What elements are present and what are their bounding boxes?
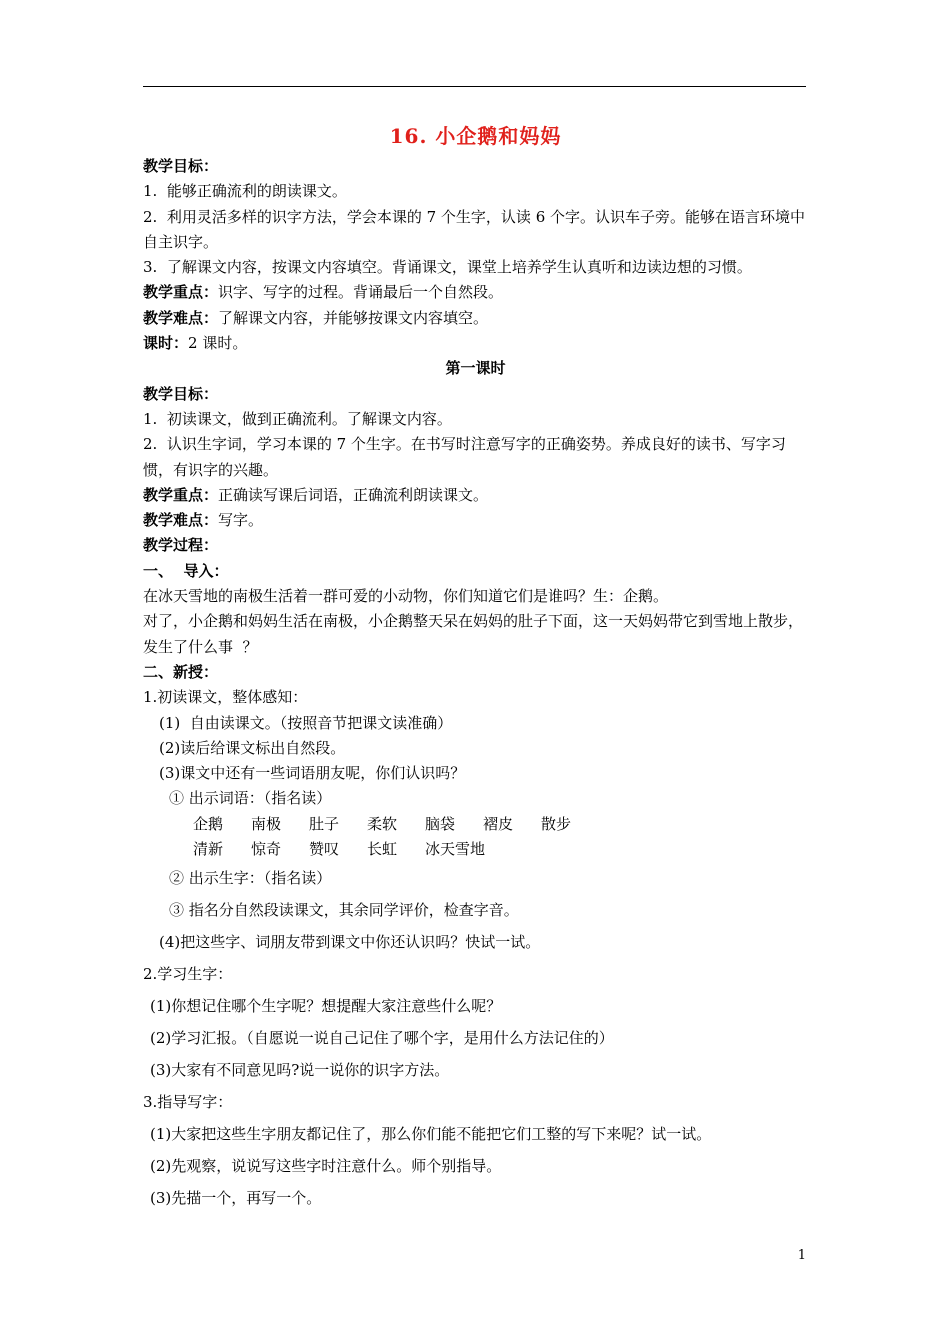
word: 脑袋 [425, 814, 456, 833]
step-heading: 1.初读课文，整体感知： [143, 688, 308, 707]
step-item: (2)学习汇报。（自愿说一说自己记住了哪个字，是用什么方法记住的） [150, 1029, 614, 1048]
process-heading: 教学过程： [143, 536, 219, 555]
step-item: (1)大家把这些生字朋友都记住了，那么你们能不能把它们工整的写下来呢？试一试。 [150, 1125, 712, 1144]
word: 散步 [541, 814, 572, 833]
lesson-goal-item: 1. 初读课文，做到正确流利。了解课文内容。 [143, 409, 452, 428]
step-item: (1) 自由读课文。（按照音节把课文读准确） [159, 713, 453, 732]
step-heading: 3.指导写字： [143, 1093, 233, 1112]
goal-item: 1. 能够正确流利的朗读课文。 [143, 182, 347, 201]
step-item: (1)你想记住哪个生字呢？想提醒大家注意些什么呢？ [150, 997, 502, 1016]
hours [143, 331, 808, 356]
difficulty [143, 306, 808, 331]
section-new-heading: 二、新授： [143, 662, 219, 681]
section-intro-heading: 一、 导入： [143, 561, 229, 580]
key-text: 识字、写字的过程。背诵最后一个自然段。 [218, 283, 504, 302]
step-heading: 2.学习生字： [143, 965, 233, 984]
step-item: (3)先描一个，再写一个。 [150, 1189, 322, 1208]
difficulty-text: 了解课文内容，并能够按课文内容填空。 [218, 308, 489, 327]
difficulty-label: 教学难点： [143, 308, 219, 327]
word: 惊奇 [251, 840, 282, 859]
word: 南极 [251, 814, 282, 833]
intro-paragraph: 对了，小企鹅和妈妈生活在南极，小企鹅整天呆在妈妈的肚子下面，这一天妈妈带它到雪地上散步，发生了什么事 ？ [143, 612, 804, 656]
lesson-goal-item: 2. 认识生字词，学习本课的 7 个生字。在书写时注意写字的正确姿势。养成良好的读书、写字习惯，有识字的兴趣。 [143, 435, 786, 479]
step-item: (4)把这些字、词朋友带到课文中你还认识吗？快试一试。 [159, 933, 541, 952]
intro-paragraph: 在冰天雪地的南极生活着一群可爱的小动物，你们知道它们是谁吗？生：企鹅。 [143, 587, 669, 606]
word: 肚子 [309, 814, 340, 833]
step-item: (2)读后给课文标出自然段。 [159, 738, 346, 757]
word-row [143, 837, 808, 862]
check-heading: ③ 指名分自然段读课文，其余同学评价，检查字音。 [169, 901, 519, 920]
word: 褶皮 [483, 814, 514, 833]
lesson-difficulty-text: 写字。 [218, 511, 264, 530]
word: 柔软 [367, 814, 398, 833]
goal-item: 2. 利用灵活多样的识字方法，学会本课的 7 个生字，认读 6 个字。认识车子旁。能够在语言环境中自主识字。 [143, 207, 806, 251]
word: 冰天雪地 [425, 840, 486, 859]
hours-label: 课时： [143, 334, 189, 353]
step-item: (2)先观察，说说写这些字时注意什么。师个别指导。 [150, 1157, 502, 1176]
hours-text: 2 课时。 [188, 334, 248, 353]
word: 企鹅 [193, 814, 224, 833]
chars-heading: ② 出示生字：（指名读） [169, 869, 332, 888]
key-label: 教学重点： [143, 283, 219, 302]
lesson-heading: 第一课时 [445, 359, 506, 378]
words-heading: ① 出示词语：（指名读） [169, 789, 332, 808]
lesson-goals-heading: 教学目标： [143, 384, 219, 403]
page-title: 16. 小企鹅和妈妈 [389, 124, 562, 148]
lesson-key-text: 正确读写课后词语，正确流利朗读课文。 [218, 485, 489, 504]
lesson-difficulty [143, 508, 808, 533]
lesson-difficulty-label: 教学难点： [143, 511, 219, 530]
page-number: 1 [797, 1248, 806, 1263]
word-row [143, 812, 808, 837]
key-points [143, 280, 808, 305]
header-rule [143, 86, 806, 87]
word: 长虹 [367, 840, 398, 859]
step-item: (3)课文中还有一些词语朋友呢，你们认识吗？ [159, 764, 466, 783]
word: 清新 [193, 840, 224, 859]
goals-heading: 教学目标： [143, 157, 219, 175]
word: 赞叹 [309, 840, 340, 859]
lesson-key-label: 教学重点： [143, 485, 219, 504]
goal-item: 3. 了解课文内容，按课文内容填空。背诵课文，课堂上培养学生认真听和边读边想的习惯。 [143, 258, 752, 277]
document-body [143, 118, 808, 1214]
step-item: (3)大家有不同意见吗?说一说你的识字方法。 [150, 1061, 450, 1080]
lesson-key-points [143, 483, 808, 508]
